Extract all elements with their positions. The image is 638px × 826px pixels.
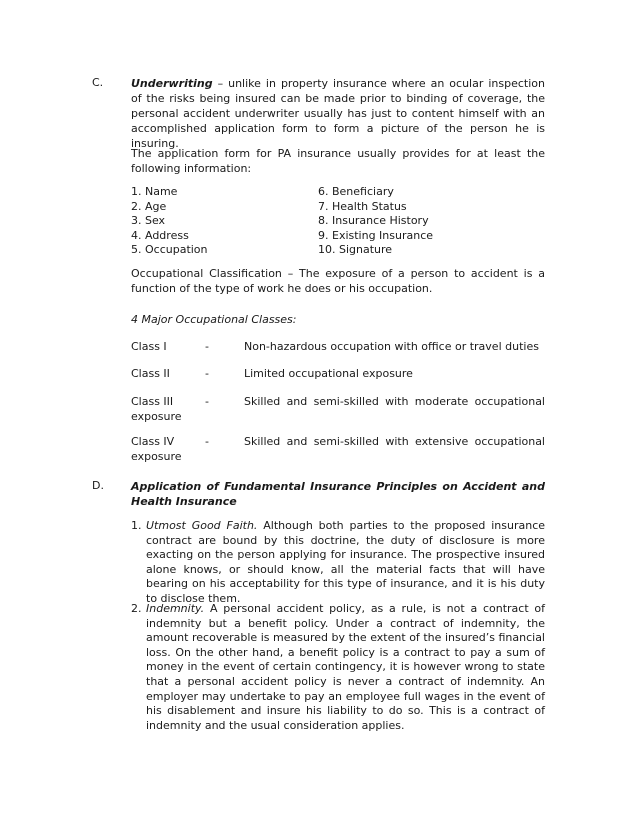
item-number: 2.: [131, 602, 142, 615]
info-item: 3. Sex: [131, 214, 166, 227]
info-item: 5. Occupation: [131, 243, 208, 256]
info-item: 8. Insurance History: [318, 214, 429, 227]
info-item: 2. Age: [131, 199, 167, 213]
application-intro: The application form for PA insurance usually provides for at least the following information:: [131, 147, 545, 175]
info-item: 9. Existing Insurance: [318, 228, 434, 242]
info-item: 10. Signature: [318, 243, 393, 256]
underwriting-paragraph: [131, 76, 545, 151]
class-desc: Limited occupational exposure: [244, 367, 413, 380]
class-dash: -: [205, 340, 209, 353]
info-item: 1. Name: [131, 185, 178, 198]
item-term: Indemnity.: [146, 602, 205, 615]
principle-item: [131, 519, 545, 607]
classes-heading: 4 Major Occupational Classes:: [131, 313, 297, 326]
class-dash: -: [205, 367, 209, 380]
class-name: Class IV: [131, 435, 175, 448]
class-dash: -: [205, 435, 209, 448]
info-item: 6. Beneficiary: [318, 185, 394, 198]
class-name: Class I: [131, 340, 167, 353]
info-item: 7. Health Status: [318, 199, 407, 213]
class-desc-continuation: exposure: [131, 450, 182, 463]
item-text: A personal accident policy, as a rule, is not a contract of indemnity but a benefit policy. Under a contract of indemnity, the amount recoverable is measured by the extent of the insured’s financial loss. On the other hand, a benefit policy is a contract to pay a sum of money in the event of certain contingency, it is however wrong to state that a personal accident policy is never a contract of indemnity. An employer may undertake to pay an employee full wages in the event of his disablement and insure his liability to do so. This is a contract of indemnity and the usual consideration applies.: [146, 602, 545, 732]
class-desc: Non-hazardous occupation with office or travel duties: [244, 340, 539, 353]
section-d-letter: D.: [92, 479, 104, 492]
occupational-classification: Occupational Classification – The exposure of a person to accident is a function of the type of work he does or his occupation.: [131, 267, 545, 295]
underwriting-text: – unlike in property insurance where an ocular inspection of the risks being insured can be made prior to binding of coverage, the personal accident underwriter usually has just to content himself with an accomplished application form to form a picture of the person he is insuring.: [131, 77, 545, 150]
section-c-letter: C.: [92, 76, 104, 89]
underwriting-term: Underwriting: [131, 77, 213, 90]
info-list-right: [318, 185, 433, 258]
class-desc: Skilled and semi-skilled with extensive occupational: [244, 435, 545, 448]
item-number: 1.: [131, 519, 142, 532]
info-list-left: [131, 185, 208, 258]
item-text: Although both parties to the proposed insurance contract are bound by this doctrine, the duty of disclosure is more exacting on the person applying for insurance. The prospective insured alone knows, or should know, all the material facts that will have bearing on his acceptability for this type of insurance, and it is his duty to disclose them.: [146, 519, 546, 605]
class-name: Class III: [131, 395, 174, 408]
class-desc-continuation: exposure: [131, 410, 182, 423]
info-item: 4. Address: [131, 228, 189, 242]
class-desc: Skilled and semi-skilled with moderate occupational: [244, 395, 545, 408]
class-name: Class II: [131, 367, 170, 380]
class-dash: -: [205, 395, 209, 408]
principle-item: [131, 602, 545, 733]
item-term: Utmost Good Faith.: [146, 519, 258, 532]
section-d-title: Application of Fundamental Insurance Principles on Accident and Health Insurance: [131, 480, 545, 508]
